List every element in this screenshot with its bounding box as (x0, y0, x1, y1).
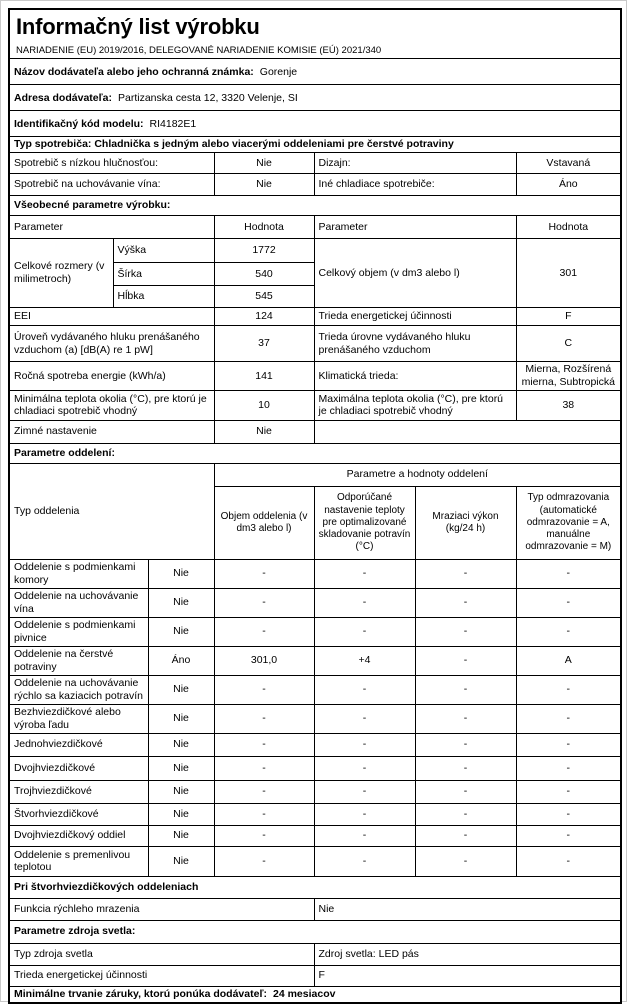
compartment-freezing-capacity: - (415, 588, 516, 617)
table-row (9, 362, 621, 391)
page-title: Informačný list výrobku (16, 14, 260, 39)
compartment-freezing-capacity: - (415, 803, 516, 825)
compartment-row (9, 704, 621, 733)
compartment-row (9, 588, 621, 617)
param-label: Maximálna teplota okolia (°C), pre ktorú je chladiaci spotrebič vhodný (314, 390, 516, 420)
compartment-defrost-type: - (516, 675, 621, 704)
compartment-present: Nie (148, 780, 214, 803)
param-label: Iné chladiace spotrebiče: (314, 174, 516, 196)
compartment-temperature: - (314, 756, 415, 780)
compartment-volume: - (214, 846, 314, 876)
param-label: Klimatická trieda: (314, 362, 516, 391)
regulation-subtitle: NARIADENIE (EU) 2019/2016, DELEGOVANÉ NARIADENIE KOMISIE (EÚ) 2021/340 (16, 44, 382, 56)
param-value: Vstavaná (516, 153, 621, 174)
four-star-header-row (9, 876, 621, 898)
supplier-name-value: Gorenje (259, 65, 298, 78)
column-header: Hodnota (214, 216, 314, 239)
compartment-name: Oddelenie s premenlivou teplotou (9, 846, 148, 876)
param-value: Áno (516, 174, 621, 196)
compartment-temperature: - (314, 704, 415, 733)
table-row (9, 308, 621, 326)
light-source-header: Parametre zdroja svetla: (9, 920, 621, 943)
dimension-value: 1772 (214, 239, 314, 263)
guarantee-label: Minimálne trvanie záruky, ktorú ponúka dodávateľ: (14, 987, 267, 1000)
compartment-temperature: - (314, 559, 415, 588)
compartment-defrost-type: - (516, 617, 621, 646)
compartment-present: Nie (148, 756, 214, 780)
compartment-row (9, 733, 621, 756)
compartment-freezing-capacity: - (415, 704, 516, 733)
dimensions-label: Celkové rozmery (v milimetroch) (9, 239, 113, 308)
supplier-name-row (9, 59, 621, 85)
dimension-value: 545 (214, 286, 314, 308)
param-value: 141 (214, 362, 314, 391)
compartment-freezing-capacity: - (415, 617, 516, 646)
compartment-name: Dvojhviezdičkové (9, 756, 148, 780)
compartment-temperature: - (314, 803, 415, 825)
dimension-row-height (9, 239, 621, 263)
param-value: Nie (214, 174, 314, 196)
param-label: Trieda energetickej účinnosti (9, 965, 314, 986)
compartment-freezing-capacity: - (415, 846, 516, 876)
param-label: Spotrebič na uchovávanie vína: (9, 174, 214, 196)
param-label: Trieda energetickej účinnosti (314, 308, 516, 326)
compartment-freezing-capacity: - (415, 780, 516, 803)
compartment-volume: - (214, 704, 314, 733)
compartment-present: Nie (148, 733, 214, 756)
dimension-label: Výška (113, 239, 214, 263)
param-label: Úroveň vydávaného hluku prenášaného vzduchom (a) [dB(A) re 1 pW] (9, 326, 214, 362)
guarantee-value: 24 mesiacov (273, 987, 336, 1000)
column-header: Hodnota (516, 216, 621, 239)
compartment-row (9, 675, 621, 704)
compartment-row (9, 846, 621, 876)
product-fiche-table (8, 8, 622, 1004)
compartment-temperature: - (314, 733, 415, 756)
compartment-row (9, 825, 621, 846)
column-header: Parameter (9, 216, 214, 239)
guarantee-row (9, 986, 621, 1002)
param-label: Minimálna teplota okolia (°C), pre ktorú je chladiaci spotrebič vhodný (9, 390, 214, 420)
column-header: Odporúčané nastavenie teploty pre optimalizované skladovanie potravín (°C) (314, 486, 415, 559)
compartments-header-row (9, 443, 621, 463)
supplier-address-value: Partizanska cesta 12, 3320 Velenje, SI (118, 91, 298, 104)
compartment-row (9, 803, 621, 825)
compartment-volume: - (214, 588, 314, 617)
winter-setting-row (9, 420, 621, 443)
column-header: Parameter (314, 216, 516, 239)
compartment-defrost-type: - (516, 756, 621, 780)
column-header: Mraziaci výkon (kg/24 h) (415, 486, 516, 559)
compartment-name: Jednohviezdičkové (9, 733, 148, 756)
guarantee-cell (9, 986, 621, 1002)
param-label: Funkcia rýchleho mrazenia (9, 898, 314, 920)
general-params-header: Všeobecné parametre výrobku: (9, 196, 621, 216)
compartment-present: Nie (148, 617, 214, 646)
appliance-type-header-row (9, 137, 621, 153)
compartment-temperature: - (314, 780, 415, 803)
compartment-defrost-type: - (516, 825, 621, 846)
compartment-volume: - (214, 559, 314, 588)
general-params-header-row (9, 196, 621, 216)
compartment-name: Oddelenie na čerstvé potraviny (9, 646, 148, 675)
compartment-volume: 301,0 (214, 646, 314, 675)
param-value: 10 (214, 390, 314, 420)
param-label: Dizajn: (314, 153, 516, 174)
table-row (9, 153, 621, 174)
compartment-freezing-capacity: - (415, 559, 516, 588)
compartment-temperature: +4 (314, 646, 415, 675)
volume-label: Celkový objem (v dm3 alebo l) (314, 239, 516, 308)
compartment-row (9, 780, 621, 803)
compartments-group-header: Parametre a hodnoty oddelení (214, 463, 621, 486)
compartment-volume: - (214, 780, 314, 803)
four-star-header: Pri štvorhviezdičkových oddeleniach (9, 876, 621, 898)
param-value: 124 (214, 308, 314, 326)
supplier-address-label: Adresa dodávateľa: (14, 91, 112, 104)
compartment-present: Nie (148, 588, 214, 617)
compartment-present: Nie (148, 704, 214, 733)
param-value: Nie (314, 898, 621, 920)
dimension-label: Hĺbka (113, 286, 214, 308)
model-id-cell (9, 111, 621, 137)
fast-freeze-row (9, 898, 621, 920)
compartment-volume: - (214, 803, 314, 825)
param-label: EEI (9, 308, 214, 326)
model-id-label: Identifikačný kód modelu: (14, 117, 144, 130)
volume-value: 301 (516, 239, 621, 308)
param-value: F (314, 965, 621, 986)
light-source-class-row (9, 965, 621, 986)
light-source-type-row (9, 943, 621, 965)
compartment-name: Trojhviezdičkové (9, 780, 148, 803)
compartment-defrost-type: - (516, 559, 621, 588)
compartment-defrost-type: - (516, 704, 621, 733)
title-row (9, 9, 621, 59)
compartment-temperature: - (314, 617, 415, 646)
compartment-freezing-capacity: - (415, 675, 516, 704)
supplier-address-row (9, 85, 621, 111)
compartment-defrost-type: A (516, 646, 621, 675)
param-value: Nie (214, 420, 314, 443)
compartment-row (9, 617, 621, 646)
param-value: Zdroj svetla: LED pás (314, 943, 621, 965)
table-row (9, 390, 621, 420)
compartment-row (9, 646, 621, 675)
compartment-name: Oddelenie s podmienkami pivnice (9, 617, 148, 646)
param-value: Mierna, Rozšírená mierna, Subtropická (516, 362, 621, 391)
param-label: Ročná spotreba energie (kWh/a) (9, 362, 214, 391)
empty-cell (314, 420, 621, 443)
param-value: F (516, 308, 621, 326)
column-header: Typ odmrazovania (automatické odmrazovanie = A, manuálne odmrazovanie = M) (516, 486, 621, 559)
compartment-name: Oddelenie na uchovávanie rýchlo sa kaziacich potravín (9, 675, 148, 704)
compartment-defrost-type: - (516, 803, 621, 825)
compartment-defrost-type: - (516, 780, 621, 803)
compartment-name: Bezhviezdičkové alebo výroba ľadu (9, 704, 148, 733)
compartments-header: Parametre oddelení: (9, 443, 621, 463)
compartment-freezing-capacity: - (415, 733, 516, 756)
compartments-group-header-row (9, 463, 621, 486)
supplier-name-label: Názov dodávateľa alebo jeho ochranná známka: (14, 65, 254, 78)
compartment-row (9, 756, 621, 780)
compartment-name: Oddelenie na uchovávanie vína (9, 588, 148, 617)
column-header-row (9, 216, 621, 239)
column-header: Objem oddelenia (v dm3 alebo l) (214, 486, 314, 559)
dimension-value: 540 (214, 263, 314, 286)
param-value: 38 (516, 390, 621, 420)
compartment-row (9, 559, 621, 588)
table-row (9, 326, 621, 362)
compartment-present: Nie (148, 559, 214, 588)
compartment-present: Nie (148, 803, 214, 825)
param-value: Nie (214, 153, 314, 174)
appliance-type-header: Typ spotrebiča: Chladnička s jedným alebo viacerými oddeleniami pre čerstvé potraviny (9, 137, 621, 153)
compartment-freezing-capacity: - (415, 756, 516, 780)
compartment-volume: - (214, 617, 314, 646)
model-id-value: RI4182E1 (149, 117, 197, 130)
param-label: Typ zdroja svetla (9, 943, 314, 965)
compartment-name: Oddelenie s podmienkami komory (9, 559, 148, 588)
param-label: Trieda úrovne vydávaného hluku prenášaného vzduchom (314, 326, 516, 362)
compartment-freezing-capacity: - (415, 825, 516, 846)
param-value: C (516, 326, 621, 362)
compartment-present: Áno (148, 646, 214, 675)
title-cell (9, 9, 621, 59)
compartment-temperature: - (314, 675, 415, 704)
compartment-volume: - (214, 825, 314, 846)
compartment-temperature: - (314, 846, 415, 876)
compartment-volume: - (214, 756, 314, 780)
supplier-address-cell (9, 85, 621, 111)
compartment-present: Nie (148, 846, 214, 876)
model-id-row (9, 111, 621, 137)
compartment-present: Nie (148, 825, 214, 846)
param-label: Spotrebič s nízkou hlučnosťou: (9, 153, 214, 174)
supplier-name-cell (9, 59, 621, 85)
compartment-temperature: - (314, 588, 415, 617)
compartment-volume: - (214, 733, 314, 756)
compartment-defrost-type: - (516, 588, 621, 617)
compartment-defrost-type: - (516, 733, 621, 756)
compartment-name: Dvojhviezdičkový oddiel (9, 825, 148, 846)
dimension-label: Šírka (113, 263, 214, 286)
compartment-type-column-header: Typ oddelenia (9, 463, 214, 559)
param-value: 37 (214, 326, 314, 362)
param-label: Zimné nastavenie (9, 420, 214, 443)
compartment-name: Štvorhviezdičkové (9, 803, 148, 825)
table-row (9, 174, 621, 196)
compartment-volume: - (214, 675, 314, 704)
light-source-header-row (9, 920, 621, 943)
compartment-freezing-capacity: - (415, 646, 516, 675)
compartment-defrost-type: - (516, 846, 621, 876)
compartment-present: Nie (148, 675, 214, 704)
compartment-temperature: - (314, 825, 415, 846)
